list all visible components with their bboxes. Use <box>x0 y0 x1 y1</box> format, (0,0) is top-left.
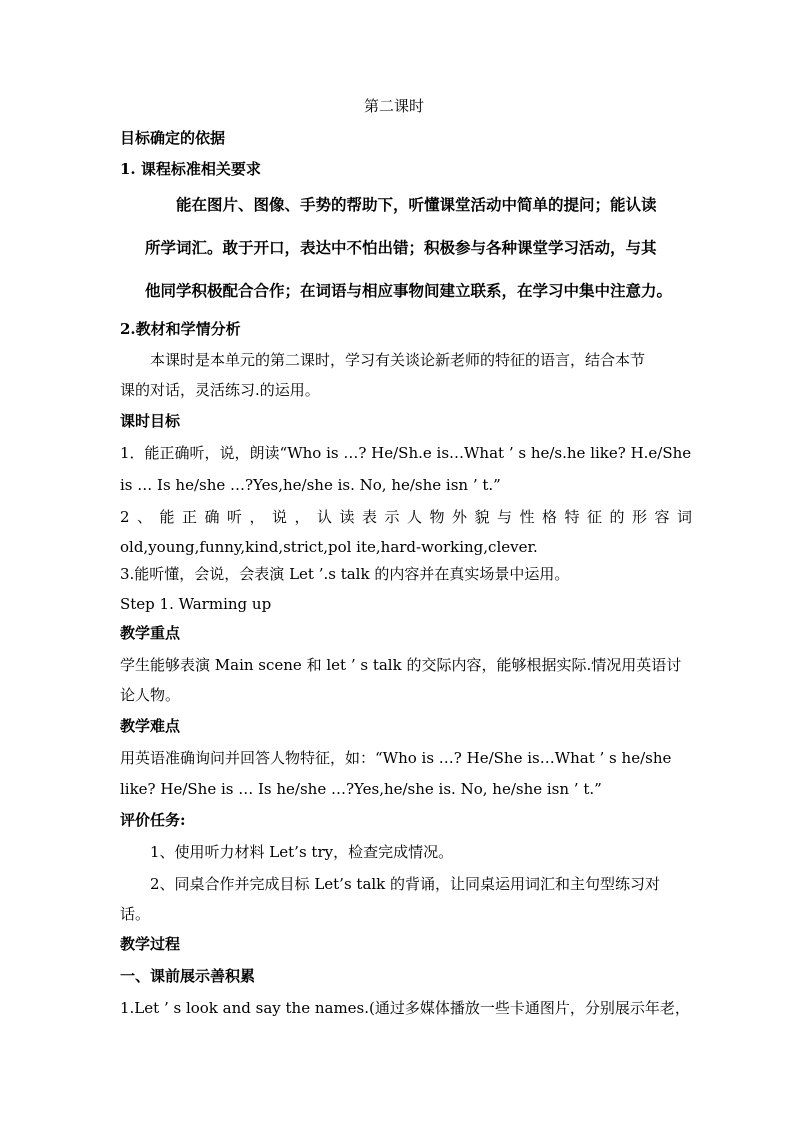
evaluation-2-line-1: 2、同桌合作并完成目标 Let’s talk 的背诵，让同桌运用词汇和主句型练习对 <box>150 875 661 893</box>
heading-evaluation: 评价任务: <box>120 811 186 829</box>
heading-pre-class: 一、课前展示善积累 <box>120 967 256 985</box>
heading-standard: 1. 课程标准相关要求 <box>120 160 261 178</box>
step-1: Step 1. Warming up <box>120 595 272 613</box>
evaluation-1: 1、使用听力材料 Let’s try，检查完成情况。 <box>150 843 454 861</box>
evaluation-2-line-2: 话。 <box>120 905 151 923</box>
heading-goals: 课时目标 <box>120 412 181 430</box>
analysis-line-2: 课的对话，灵活练习.的运用。 <box>120 381 320 399</box>
goal-1-line-2: is … Is he/she …?Yes,he/she is. No, he/she isn ’ t.” <box>120 476 501 494</box>
requirement-line-3: 他同学积极配合合作；在词语与相应事物间建立联系，在学习中集中注意力。 <box>145 281 673 300</box>
key-points-line-1: 学生能够表演 Main scene 和 let ’ s talk 的交际内容，能够根据实际.情况用英语讨 <box>120 656 682 674</box>
page-title: 第二课时 <box>364 97 425 115</box>
key-points-line-2: 论人物。 <box>120 686 181 704</box>
heading-process: 教学过程 <box>120 935 181 953</box>
requirement-line-2: 所学词汇。敢于开口，表达中不怕出错；积极参与各种课堂学习活动，与其 <box>145 238 657 257</box>
goal-1-line-1: 1．能正确听，说，朗读“Who is …? He/Sh.e is…What ’ s he/s.he like? H.e/She <box>120 444 692 462</box>
goal-2-line-2: old,young,funny,kind,strict,pol ite,hard-working,clever. <box>120 538 538 556</box>
heading-key-points: 教学重点 <box>120 624 181 642</box>
heading-analysis: 2.教材和学情分析 <box>120 320 241 338</box>
analysis-line-1: 本课时是本单元的第二课时，学习有关谈论新老师的特征的语言，结合本节 <box>150 351 646 369</box>
difficulty-line-2: like? He/She is … Is he/she …?Yes,he/she is. No, he/she isn ’ t.” <box>120 780 602 798</box>
heading-basis: 目标确定的依据 <box>120 129 226 147</box>
pre-class-line-1: 1.Let ’ s look and say the names.(通过多媒体播放一些卡通图片，分别展示年老， <box>120 999 690 1017</box>
goal-3: 3.能听懂，会说，会表演 Let ’.s talk 的内容并在真实场景中运用。 <box>120 565 570 583</box>
goal-2-line-1: 2、能正确听，说，认读表示人物外貌与性格特征的形容词 <box>120 508 700 526</box>
heading-difficulty: 教学难点 <box>120 717 181 735</box>
requirement-line-1: 能在图片、图像、手势的帮助下，听懂课堂活动中简单的提问；能认读 <box>176 195 657 214</box>
difficulty-line-1: 用英语准确询问并回答人物特征，如：“Who is …? He/She is…What ’ s he/she <box>120 749 672 767</box>
